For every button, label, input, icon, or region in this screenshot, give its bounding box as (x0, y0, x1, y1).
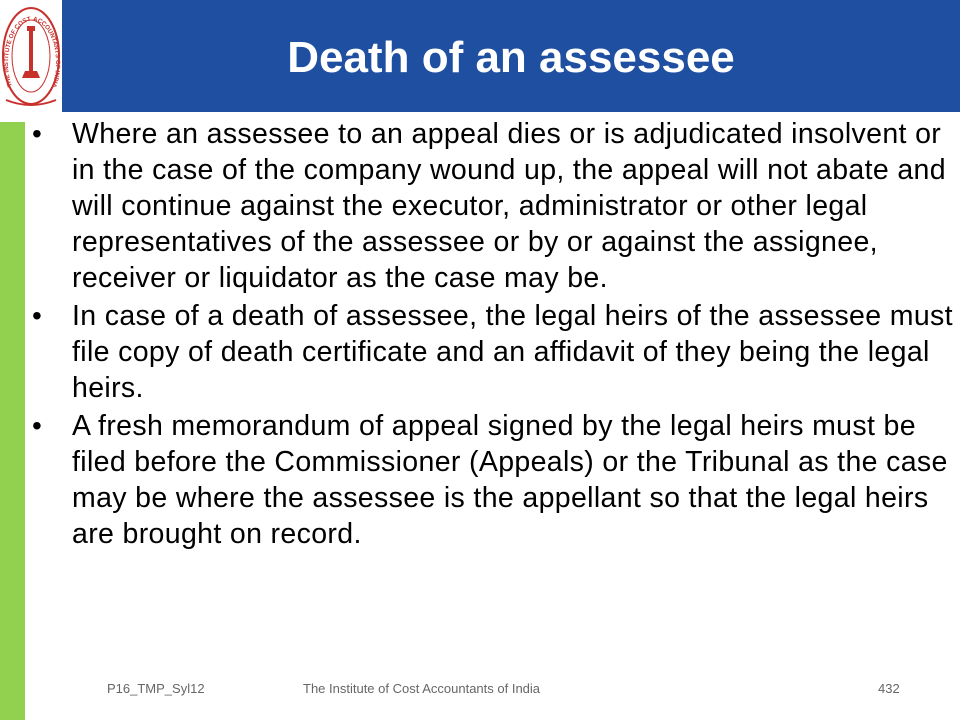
institute-seal-icon (0, 0, 62, 112)
institute-logo (0, 0, 62, 112)
side-accent-strip (0, 122, 25, 720)
bullet-dot-icon: • (32, 300, 42, 331)
logo-text: THE INSTITUTE OF COST ACCOUNTANTS OF INDIA (2, 15, 62, 89)
bullet-dot-icon: • (32, 118, 42, 149)
slide-title: Death of an assessee (287, 33, 735, 82)
bullet-text: In case of a death of assessee, the legal heirs of the assessee must file copy of death certificate and an affidavit of they being the legal heirs. (72, 300, 953, 404)
bullet-item (30, 298, 955, 406)
bullet-text: Where an assessee to an appeal dies or is adjudicated insolvent or in the case of the company wound up, the appeal will not abate and will continue against the executor, administrator or other legal representatives of the assessee or by or against the assignee, receiver or liquidator as the case may be. (72, 118, 946, 294)
bullet-item (30, 408, 955, 552)
bullet-dot-icon: • (32, 410, 42, 441)
footer-code: P16_TMP_Syl12 (107, 681, 205, 696)
footer-institute: The Institute of Cost Accountants of India (303, 681, 541, 696)
bullet-text: A fresh memorandum of appeal signed by the legal heirs must be filed before the Commissioner (Appeals) or the Tribunal as the case may be where the assessee is the appellant so that the legal heirs are brought on record. (72, 410, 948, 550)
bullet-item (30, 116, 955, 296)
footer-page-number: 432 (878, 681, 900, 696)
bullet-list (30, 116, 955, 552)
